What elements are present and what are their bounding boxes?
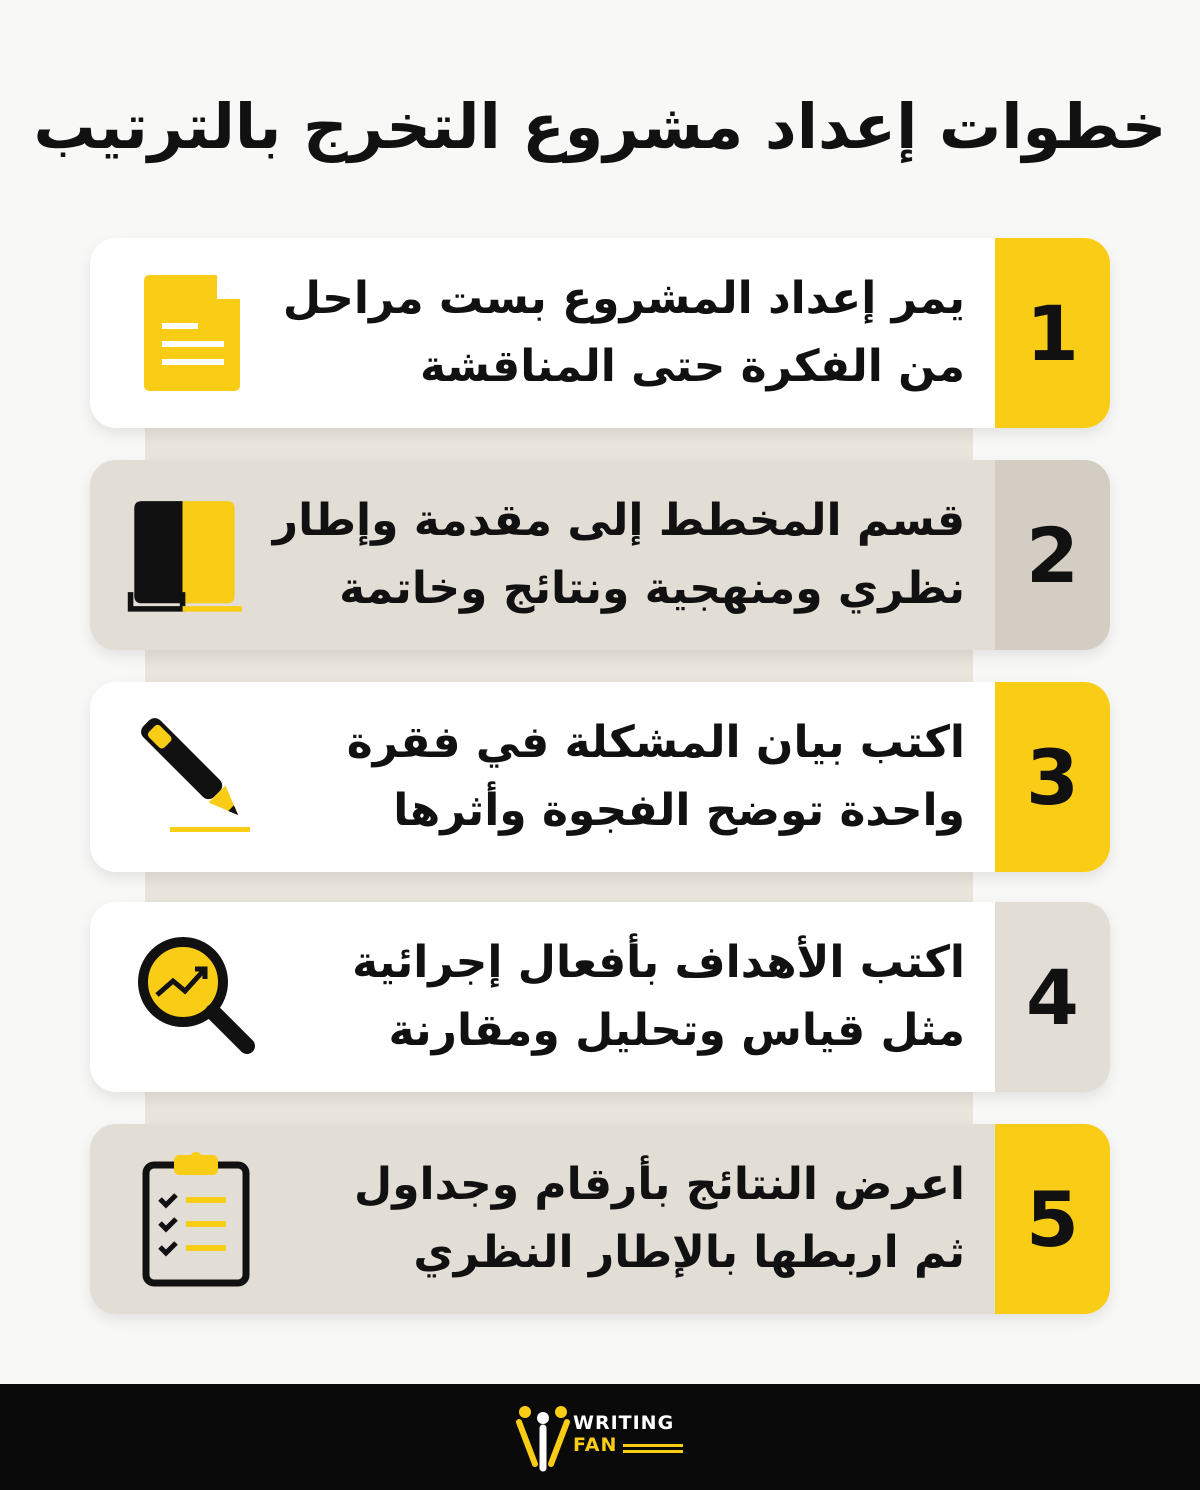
- step-2-line-2: نظري ومنهجية ونتائج وخاتمة: [339, 563, 965, 614]
- step-1-line-1: يمر إعداد المشروع بست مراحل: [282, 272, 965, 324]
- writing-fan-logo: [515, 1404, 690, 1474]
- step-number-4: 4: [995, 902, 1110, 1092]
- step-number-3: 3: [995, 682, 1110, 872]
- step-5-line-2: ثم اربطها بالإطار النظري: [413, 1227, 965, 1278]
- step-card-5: [90, 1124, 1110, 1314]
- logo-underline: [623, 1444, 683, 1447]
- step-text-1: [265, 238, 965, 428]
- step-1-line-2: من الفكرة حتى المناقشة: [419, 341, 965, 392]
- step-card-2: [90, 460, 1110, 650]
- step-3-line-2: واحدة توضح الفجوة وأثرها: [393, 785, 965, 836]
- step-card-3: [90, 682, 1110, 872]
- step-3-line-1: اكتب بيان المشكلة في فقرة: [346, 716, 965, 768]
- magnifier-chart-icon: [125, 927, 265, 1067]
- step-card-4: [90, 902, 1110, 1092]
- step-number-2: 2: [995, 460, 1110, 650]
- logo-figures-icon: [515, 1404, 571, 1474]
- step-5-line-1: اعرض النتائج بأرقام وجداول: [354, 1158, 965, 1210]
- open-book-icon: [125, 485, 255, 625]
- step-2-line-1: قسم المخطط إلى مقدمة وإطار: [272, 494, 965, 546]
- page-title: خطوات إعداد مشروع التخرج بالترتيب: [33, 90, 1167, 163]
- step-4-line-2: مثل قياس وتحليل ومقارنة: [388, 1005, 965, 1056]
- logo-fan: FAN: [573, 1434, 618, 1456]
- step-text-4: [265, 902, 965, 1092]
- step-number-5: 5: [995, 1124, 1110, 1314]
- logo-writing: WRITING: [573, 1412, 675, 1434]
- step-text-3: [265, 682, 965, 872]
- footer-bar: [0, 1384, 1200, 1490]
- step-number-1: 1: [995, 238, 1110, 428]
- clipboard-checklist-icon: [130, 1149, 270, 1289]
- step-card-1: [90, 238, 1110, 428]
- step-text-2: [265, 460, 965, 650]
- document-icon: [120, 263, 260, 403]
- step-4-line-1: اكتب الأهداف بأفعال إجرائية: [352, 936, 965, 988]
- step-text-5: [265, 1124, 965, 1314]
- pen-icon: [130, 707, 270, 847]
- logo-underline-2: [623, 1450, 683, 1453]
